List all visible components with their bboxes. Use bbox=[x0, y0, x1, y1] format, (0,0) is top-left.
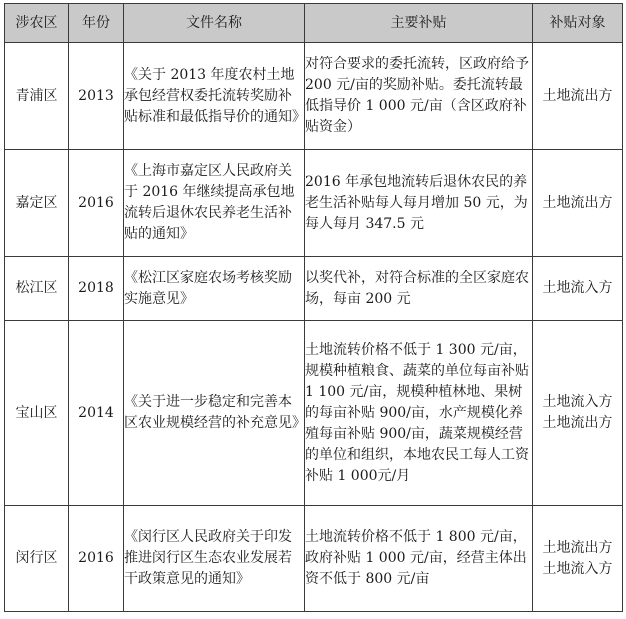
cell-district: 闵行区 bbox=[5, 506, 69, 612]
header-subsidy: 主要补贴 bbox=[305, 4, 533, 43]
table-row bbox=[5, 506, 623, 612]
target-line: 土地流入方 bbox=[542, 560, 613, 577]
cell-document: 《关于进一步稳定和完善本区农业规模经营的补充意见》 bbox=[124, 321, 305, 506]
cell-target bbox=[533, 321, 623, 506]
cell-subsidy: 土地流转价格不低于 1 800 元/亩，政府补贴 1 000 元/亩，经营主体出资不低于 800 元/亩 bbox=[305, 506, 533, 612]
target-line: 土地流出方 bbox=[542, 194, 613, 211]
cell-subsidy: 以奖代补，对符合标准的全区家庭农场，每亩 200 元 bbox=[305, 257, 533, 321]
header-target: 补贴对象 bbox=[533, 4, 623, 43]
cell-subsidy: 2016 年承包地流转后退休农民的养老生活补贴每人每月增加 50 元，为每人每月 347.5 元 bbox=[305, 150, 533, 257]
cell-year: 2016 bbox=[69, 150, 124, 257]
table-row bbox=[5, 257, 623, 321]
cell-document: 《闵行区人民政府关于印发推进闵行区生态农业发展若干政策意见的通知》 bbox=[124, 506, 305, 612]
cell-document: 《松江区家庭农场考核奖励实施意见》 bbox=[124, 257, 305, 321]
cell-year: 2016 bbox=[69, 506, 124, 612]
header-document: 文件名称 bbox=[124, 4, 305, 43]
header-year: 年份 bbox=[69, 4, 124, 43]
cell-document: 《上海市嘉定区人民政府关于 2016 年继续提高承包地流转后退休农民养老生活补贴的通知》 bbox=[124, 150, 305, 257]
table-header-row bbox=[5, 4, 623, 43]
table-row bbox=[5, 43, 623, 150]
cell-district: 青浦区 bbox=[5, 43, 69, 150]
table-row bbox=[5, 321, 623, 506]
target-line: 土地流出方 bbox=[542, 87, 613, 104]
cell-target bbox=[533, 506, 623, 612]
cell-target bbox=[533, 150, 623, 257]
target-line: 土地流出方 bbox=[542, 539, 613, 556]
subsidy-policy-table bbox=[4, 3, 623, 612]
target-line: 土地流入方 bbox=[542, 280, 613, 296]
cell-document: 《关于 2013 年度农村土地承包经营权委托流转奖励补贴标准和最低指导价的通知》 bbox=[124, 43, 305, 150]
cell-target bbox=[533, 257, 623, 321]
cell-subsidy: 对符合要求的委托流转，区政府给予 200 元/亩的奖励补贴。委托流转最低指导价 1 000 元/亩（含区政府补贴资金） bbox=[305, 43, 533, 150]
cell-year: 2018 bbox=[69, 257, 124, 321]
cell-district: 嘉定区 bbox=[5, 150, 69, 257]
header-district: 涉农区 bbox=[5, 4, 69, 43]
cell-year: 2014 bbox=[69, 321, 124, 506]
cell-target bbox=[533, 43, 623, 150]
target-line: 土地流出方 bbox=[542, 415, 613, 431]
table-row bbox=[5, 150, 623, 257]
cell-district: 宝山区 bbox=[5, 321, 69, 506]
target-line: 土地流入方 bbox=[542, 394, 613, 410]
cell-district: 松江区 bbox=[5, 257, 69, 321]
cell-subsidy: 土地流转价格不低于 1 300 元/亩，规模种植粮食、蔬菜的单位每亩补贴 1 100 元/亩，规模种植林地、果树的每亩补贴 900/亩，水产规模化养殖每亩补贴 900/亩，蔬菜规模经营的单位和组织，本地农民工每人工资补贴 1 000元/月 bbox=[305, 321, 533, 506]
cell-year: 2013 bbox=[69, 43, 124, 150]
